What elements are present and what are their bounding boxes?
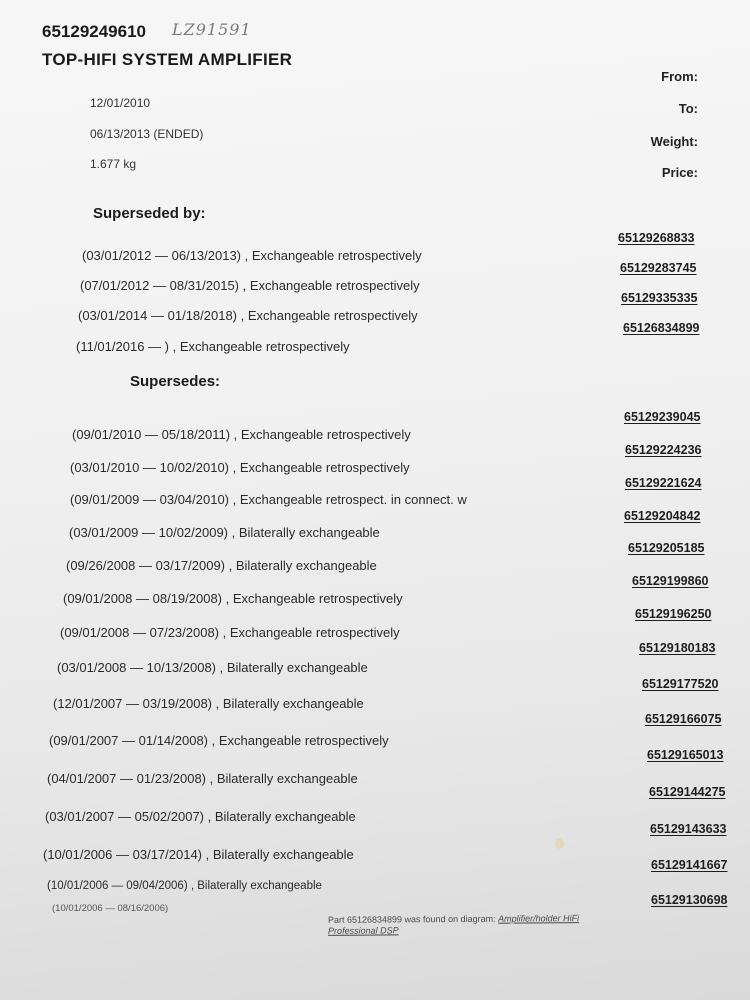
- exchange-note: Exchangeable retrospectively: [251, 248, 422, 263]
- weight-value: 1.677 kg: [90, 157, 137, 171]
- exchange-note: Bilaterally exchangeable: [216, 771, 358, 786]
- supersedes-part-link[interactable]: 65129130698: [651, 893, 728, 907]
- page-title: TOP-HIFI SYSTEM AMPLIFIER: [42, 50, 293, 69]
- exchange-note: Exchangeable retrospectively: [239, 460, 410, 475]
- supersedes-part-link[interactable]: 65129141667: [651, 858, 728, 872]
- handwritten-note: LZ91591: [172, 20, 252, 39]
- superseded-by-part-link[interactable]: 65129283745: [620, 261, 697, 275]
- superseded-by-part-link[interactable]: 65129268833: [618, 231, 695, 245]
- date-range: (12/01/2007 — 03/19/2008): [53, 696, 213, 711]
- supersedes-row-text: (10/01/2006 — 09/04/2006) , Bilaterally exchangeable: [47, 880, 322, 892]
- supersedes-part-link[interactable]: 65129180183: [639, 641, 716, 655]
- supersedes-row-text: (10/01/2006 — 03/17/2014) , Bilaterally exchangeable: [43, 847, 354, 862]
- supersedes-row-text: (09/01/2007 — 01/14/2008) , Exchangeable retrospectively: [49, 733, 389, 748]
- supersedes-heading: Supersedes:: [130, 373, 221, 390]
- from-label: From:: [661, 69, 698, 84]
- supersedes-part-link[interactable]: 65129165013: [647, 748, 724, 762]
- exchange-note: Exchangeable retrospect. in connect. w: [239, 492, 467, 507]
- date-range: (03/01/2009 — 10/02/2009): [69, 525, 229, 540]
- date-range: (03/01/2014 — 01/18/2018): [78, 308, 238, 323]
- supersedes-part-link[interactable]: 65129224236: [625, 443, 702, 457]
- exchange-note: Exchangeable retrospectively: [249, 278, 420, 293]
- date-range: (09/01/2010 — 05/18/2011): [72, 427, 231, 442]
- date-range: (09/01/2008 — 07/23/2008): [60, 625, 220, 640]
- supersedes-row-text: (09/01/2008 — 08/19/2008) , Exchangeable retrospectively: [63, 591, 403, 606]
- supersedes-row-text: (09/01/2008 — 07/23/2008) , Exchangeable retrospectively: [60, 625, 400, 640]
- supersedes-part-link[interactable]: 65129205185: [628, 541, 705, 555]
- exchange-note: Exchangeable retrospectively: [247, 308, 418, 323]
- exchange-note: Exchangeable retrospectively: [229, 625, 400, 640]
- superseded-by-row-text: (03/01/2012 — 06/13/2013) , Exchangeable retrospectively: [82, 248, 422, 263]
- part-number: 65129249610: [42, 22, 147, 41]
- exchange-note: Bilaterally exchangeable: [212, 847, 354, 862]
- date-range: (03/01/2008 — 10/13/2008): [57, 660, 217, 675]
- date-range: (10/01/2006 — 08/16/2006): [52, 903, 169, 914]
- price-label: Price:: [661, 165, 698, 180]
- date-range: (03/01/2010 — 10/02/2010): [70, 460, 230, 475]
- exchange-note: Exchangeable retrospectively: [232, 591, 403, 606]
- exchange-note: Exchangeable retrospectively: [179, 339, 350, 354]
- supersedes-part-link[interactable]: 65129143633: [650, 822, 727, 836]
- date-range: (10/01/2006 — 03/17/2014): [43, 847, 203, 862]
- supersedes-row-text: (03/01/2009 — 10/02/2009) , Bilaterally exchangeable: [69, 525, 380, 540]
- date-range: (04/01/2007 — 01/23/2008): [47, 771, 207, 786]
- supersedes-row-text: [52, 903, 168, 914]
- supersedes-part-link[interactable]: 65129177520: [642, 677, 719, 691]
- supersedes-row-text: (03/01/2010 — 10/02/2010) , Exchangeable retrospectively: [70, 460, 410, 475]
- weight-label: Weight:: [650, 134, 698, 149]
- diagram-footnote: [328, 913, 579, 937]
- date-range: (09/01/2009 — 03/04/2010): [70, 492, 230, 507]
- supersedes-part-link[interactable]: 65129196250: [635, 607, 712, 621]
- supersedes-part-link[interactable]: 65129199860: [632, 574, 709, 588]
- supersedes-row-text: (04/01/2007 — 01/23/2008) , Bilaterally exchangeable: [47, 771, 358, 786]
- date-range: (11/01/2016 — ): [76, 339, 169, 354]
- exchange-note: Bilaterally exchangeable: [214, 809, 356, 824]
- date-range: (09/26/2008 — 03/17/2009): [66, 558, 226, 573]
- supersedes-row-text: (09/26/2008 — 03/17/2009) , Bilaterally exchangeable: [66, 558, 377, 573]
- paper-stain: [555, 838, 564, 849]
- date-range: (09/01/2007 — 01/14/2008): [49, 733, 209, 748]
- superseded-by-part-link[interactable]: 65129335335: [621, 291, 698, 305]
- superseded-by-part-link[interactable]: 65126834899: [623, 321, 700, 335]
- superseded-by-row-text: (03/01/2014 — 01/18/2018) , Exchangeable retrospectively: [78, 308, 418, 323]
- exchange-note: Bilaterally exchangeable: [222, 696, 364, 711]
- supersedes-row-text: (09/01/2010 — 05/18/2011) , Exchangeable retrospectively: [72, 427, 411, 442]
- supersedes-row-text: (12/01/2007 — 03/19/2008) , Bilaterally exchangeable: [53, 696, 364, 711]
- footnote-text: Part 65126834899 was found on diagram:: [327, 913, 496, 925]
- exchange-note: Bilaterally exchangeable: [197, 880, 322, 892]
- superseded-by-row-text: (11/01/2016 — ) , Exchangeable retrospectively: [76, 339, 350, 354]
- supersedes-part-link[interactable]: 65129204842: [624, 509, 701, 523]
- exchange-note: Bilaterally exchangeable: [226, 660, 368, 675]
- supersedes-row-text: (03/01/2007 — 05/02/2007) , Bilaterally exchangeable: [45, 809, 356, 824]
- supersedes-row-text: (09/01/2009 — 03/04/2010) , Exchangeable retrospect. in connect. w: [70, 492, 467, 507]
- supersedes-part-link[interactable]: 65129144275: [649, 785, 726, 799]
- supersedes-part-link[interactable]: 65129166075: [645, 712, 722, 726]
- supersedes-part-link[interactable]: 65129239045: [624, 410, 701, 424]
- to-label: To:: [678, 101, 698, 116]
- exchange-note: Bilaterally exchangeable: [238, 525, 380, 540]
- exchange-note: Bilaterally exchangeable: [235, 558, 377, 573]
- date-range: (10/01/2006 — 09/04/2006): [47, 880, 188, 892]
- date-range: (07/01/2012 — 08/31/2015): [80, 278, 240, 293]
- superseded-by-heading: Superseded by:: [93, 205, 206, 222]
- to-value: 06/13/2013 (ENDED): [90, 127, 204, 141]
- exchange-note: Exchangeable retrospectively: [240, 427, 411, 442]
- exchange-note: Exchangeable retrospectively: [218, 733, 389, 748]
- from-value: 12/01/2010: [90, 96, 151, 110]
- date-range: (03/01/2012 — 06/13/2013): [82, 248, 242, 263]
- supersedes-part-link[interactable]: 65129221624: [625, 476, 702, 490]
- supersedes-row-text: (03/01/2008 — 10/13/2008) , Bilaterally exchangeable: [57, 660, 368, 675]
- date-range: (09/01/2008 — 08/19/2008): [63, 591, 223, 606]
- date-range: (03/01/2007 — 05/02/2007): [45, 809, 205, 824]
- diagram-link-continued[interactable]: Professional DSP: [328, 925, 399, 936]
- diagram-link[interactable]: Amplifier/holder HiFi: [498, 913, 580, 924]
- superseded-by-row-text: (07/01/2012 — 08/31/2015) , Exchangeable retrospectively: [80, 278, 420, 293]
